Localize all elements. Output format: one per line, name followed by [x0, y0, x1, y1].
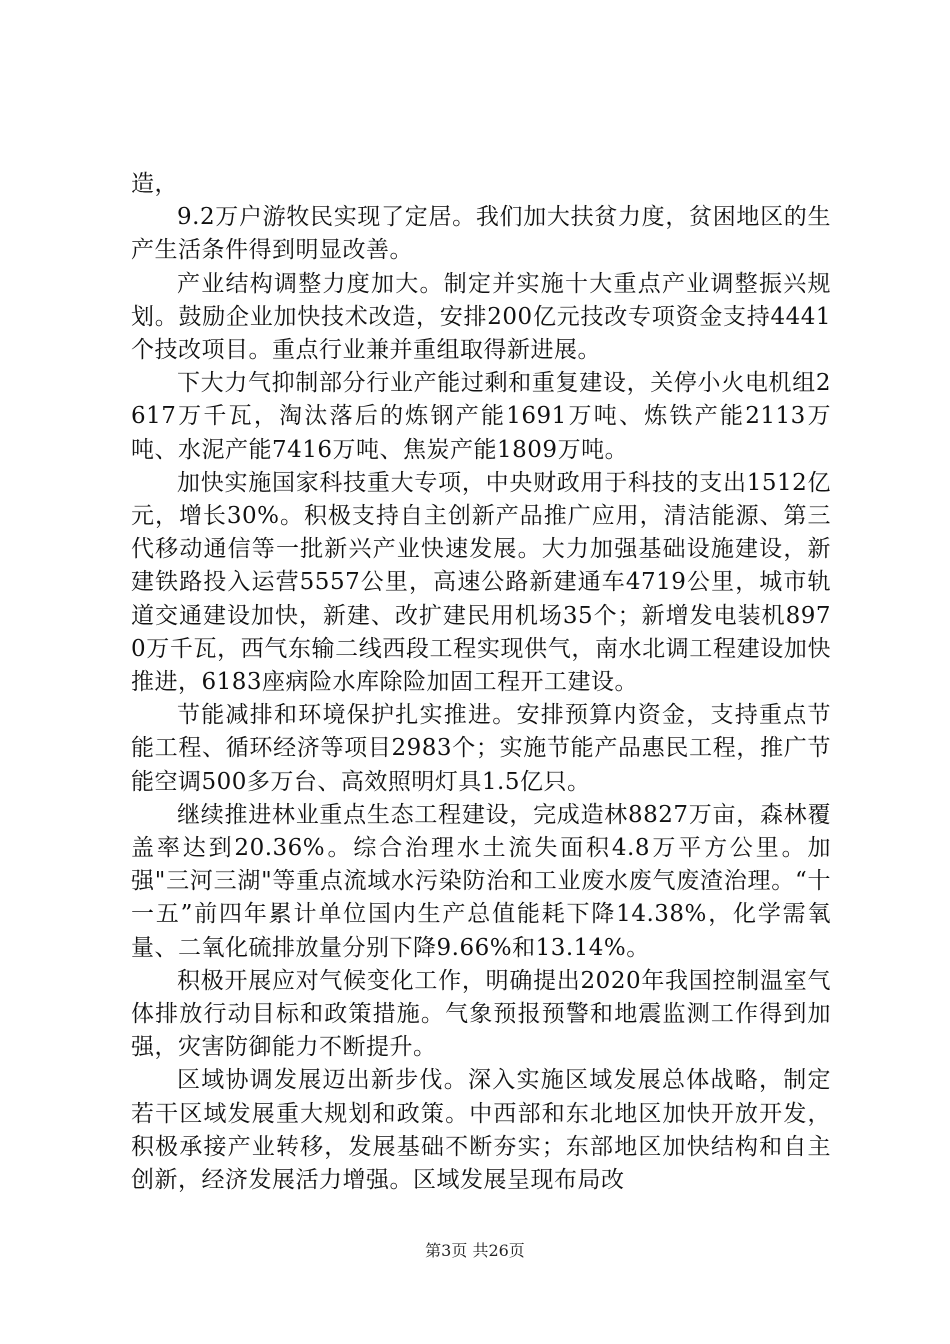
paragraph: 9.2万户游牧民实现了定居。我们加大扶贫力度，贫困地区的生产生活条件得到明显改善。 [131, 204, 831, 264]
paragraph: 下大力气抑制部分行业产能过剩和重复建设，关停小火电机组2617万千瓦，淘汰落后的炼钢产能1691万吨、炼铁产能2113万吨、水泥产能7416万吨、焦炭产能1809万吨。 [131, 370, 831, 463]
paragraph: 区域协调发展迈出新步伐。深入实施区域发展总体战略，制定若干区域发展重大规划和政策。中西部和东北地区加快开放开发，积极承接产业转移，发展基础不断夯实；东部地区加快结构和自主创新，经济发展活力增强。区域发展呈现布局改 [131, 1067, 831, 1194]
paragraph: 节能减排和环境保护扎实推进。安排预算内资金，支持重点节能工程、循环经济等项目2983个；实施节能产品惠民工程，推广节能空调500多万台、高效照明灯具1.5亿只。 [131, 702, 831, 795]
paragraph: 积极开展应对气候变化工作，明确提出2020年我国控制温室气体排放行动目标和政策措施。气象预报预警和地震监测工作得到加强，灾害防御能力不断提升。 [131, 967, 831, 1061]
paragraph: 造， [131, 171, 178, 197]
paragraph: 继续推进林业重点生态工程建设，完成造林8827万亩，森林覆盖率达到20.36%。综合治理水土流失面积4.8万平方公里。加强"三河三湖"等重点流域水污染防治和工业废水废气废渣治理。“十一五”前四年累计单位国内生产总值能耗下降14.38%，化学需氧量、二氧化硫排放量分别下降9.66%和13.14%。 [131, 801, 831, 961]
page-number-footer: 第3页 共26页 [425, 1241, 525, 1260]
document-body [131, 168, 831, 1197]
paragraph: 加快实施国家科技重大专项，中央财政用于科技的支出1512亿元，增长30%。积极支持自主创新产品推广应用，清洁能源、第三代移动通信等一批新兴产业快速发展。大力加强基础设施建设，新建铁路投入运营5557公里，高速公路新建通车4719公里，城市轨道交通建设加快，新建、改扩建民用机场35个；新增发电装机8970万千瓦，西气东输二线西段工程实现供气，南水北调工程建设加快推进，6183座病险水库除险加固工程开工建设。 [131, 469, 831, 696]
paragraph: 产业结构调整力度加大。制定并实施十大重点产业调整振兴规划。鼓励企业加快技术改造，安排200亿元技改专项资金支持4441个技改项目。重点行业兼并重组取得新进展。 [131, 270, 831, 364]
